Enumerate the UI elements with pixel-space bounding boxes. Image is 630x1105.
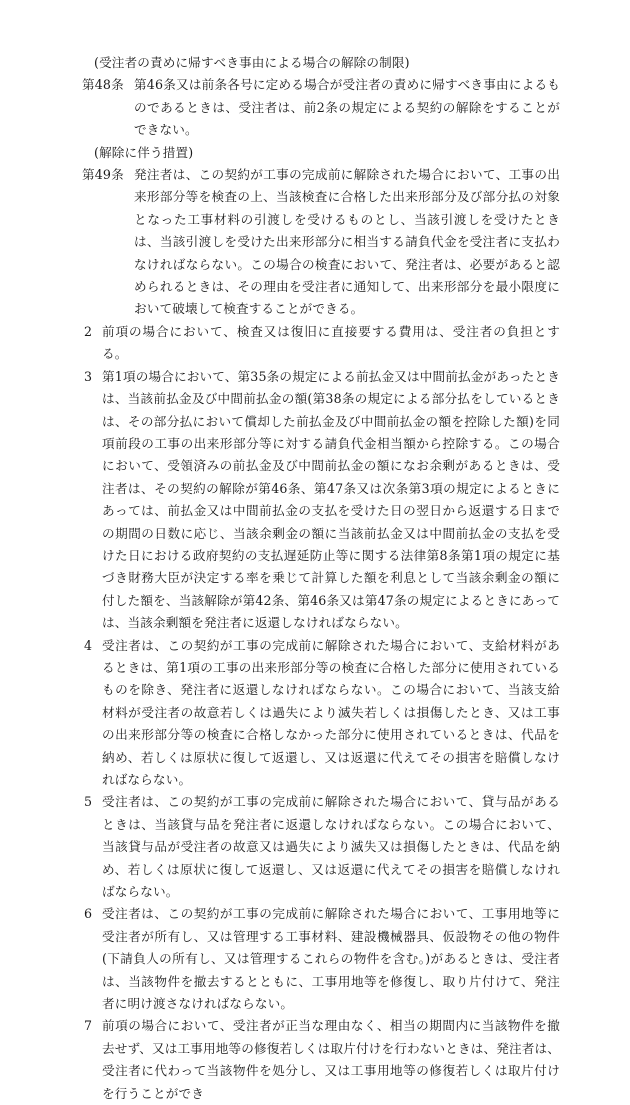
item-number: 3 [84, 368, 93, 384]
paragraph-item [82, 903, 560, 1015]
article-number: 第48条 [82, 77, 124, 93]
item-text: 前項の場合において、検査又は復旧に直接要する費用は、受注者の負担とする。 [102, 323, 560, 362]
section-heading-cancellation-measures: (解除に伴う措置) [94, 144, 194, 160]
item-number: 5 [84, 794, 93, 810]
item-number: 6 [84, 906, 93, 922]
document-page [82, 52, 560, 1105]
paragraph-item [82, 366, 560, 635]
item-number: 7 [84, 1018, 93, 1034]
article-text: 第46条又は前条各号に定める場合が受注者の責めに帰すべき事由によるものであるときは、受注者は、前2条の規定による契約の解除をすることができない。 [134, 77, 560, 138]
article-48 [82, 74, 560, 141]
item-number: 2 [84, 323, 93, 339]
paragraph-item [82, 1015, 560, 1105]
article-49 [82, 164, 560, 321]
item-text: 受注者は、この契約が工事の完成前に解除された場合において、工事用地等に受注者が所有し、又は管理する工事材料、建設機械器具、仮設物その他の物件(下請負人の所有し、又は管理するこれらの物件を含む。)があるときは、受注者は、当該物件を撤去するとともに、工事用地等を修復し、取り片付けて、発注者に明け渡さなければならない。 [102, 906, 560, 1012]
item-text: 第1項の場合において、第35条の規定による前払金又は中間前払金があったときは、当該前払金及び中間前払金の額(第38条の規定による部分払をしているときは、その部分払において償却した前払金及び中間前払金の額を控除した額)を同項前段の工事の出来形部分等に対する請負代金相当額から控除する。この場合において、受領済みの前払金及び中間前払金の額になお余剰があるときは、受注者は、その契約の解除が第46条、第47条又は次条第3項の規定によるときにあっては、前払金又は中間前払金の支払を受けた日の翌日から返還する日までの期間の日数に応じ、当該余剰金の額に当該前払金又は中間前払金の支払を受けた日における政府契約の支払遅延防止等に関する法律第8条第1項の規定に基づき財務大臣が決定する率を乗じて計算した額を利息として当該余剰金の額に付した額を、当該解除が第42条、第46条又は第47条の規定によるときにあっては、当該余剰額を発注者に返還しなければならない。 [102, 368, 560, 631]
section-heading-cancellation-limit: (受注者の責めに帰すべき事由による場合の解除の制限) [94, 55, 410, 70]
item-text: 受注者は、この契約が工事の完成前に解除された場合において、支給材料があるときは、第1項の工事の出来形部分等の検査に合格した部分に使用されているものを除き、発注者に返還しなければならない。この場合において、当該支給材料が受注者の故意若しくは過失により滅失若しくは損傷したとき、又は工事の出来形部分等の検査に合格しなかった部分に使用されているときは、代品を納め、若しくは原状に復して返還し、又は返還に代えてその損害を賠償しなければならない。 [102, 637, 560, 787]
item-text: 受注者は、この契約が工事の完成前に解除された場合において、貸与品があるときは、当該貸与品を発注者に返還しなければならない。この場合において、当該貸与品が受注者の故意又は過失により滅失又は損傷したときは、代品を納め、若しくは原状に復して返還し、又は返還に代えてその損害を賠償しなければならない。 [102, 794, 560, 900]
article-text: 発注者は、この契約が工事の完成前に解除された場合において、工事の出来形部分等を検査の上、当該検査に合格した出来形部分及び部分払の対象となった工事材料の引渡しを受けるものとし、当該引渡しを受けたときは、当該引渡しを受けた出来形部分に相当する請負代金を受注者に支払わなければならない。この場合の検査において、発注者は、必要があると認められるときは、その理由を受注者に通知して、出来形部分を最小限度において破壊して検査することができる。 [134, 167, 560, 317]
paragraph-item [82, 791, 560, 903]
article-number: 第49条 [82, 167, 124, 183]
item-number: 4 [84, 637, 93, 653]
paragraph-item [82, 635, 560, 792]
paragraph-item [82, 321, 560, 366]
item-text: 前項の場合において、受注者が正当な理由なく、相当の期間内に当該物件を撤去せず、又は工事用地等の修復若しくは取片付けを行わないときは、発注者は、受注者に代わって当該物件を処分し、又は工事用地等の修復若しくは取片付けを行うことができ [102, 1018, 560, 1101]
